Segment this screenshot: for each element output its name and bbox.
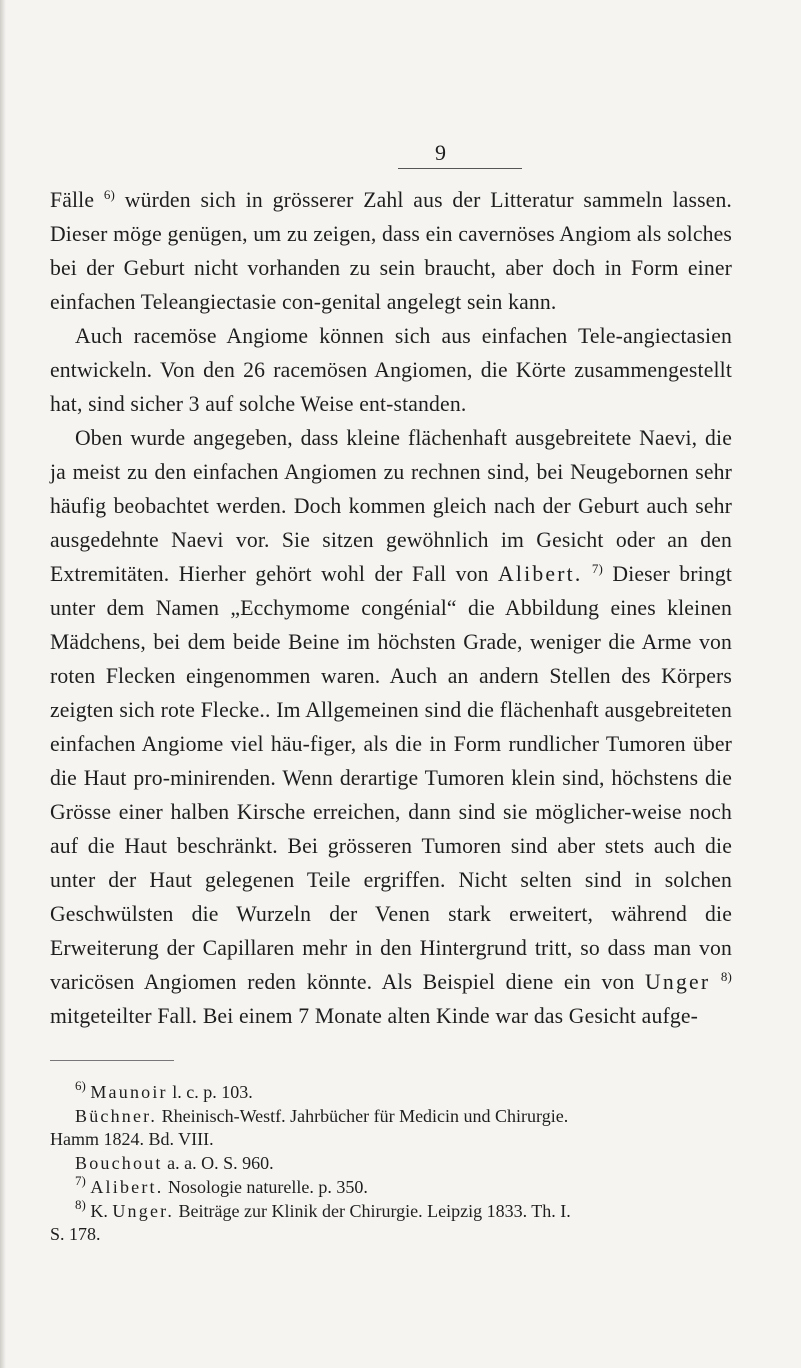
paragraph	[50, 183, 732, 319]
text-run: würden sich in grösserer Zahl aus der Litteratur sammeln lassen. Dieser möge genügen, um zu zeigen, dass ein cavernöses Angiom als solches bei der Geburt nicht vorhanden zu sein braucht, aber doch in Form einer einfachen Teleangiectasie con-genital angelegt sein kann.	[50, 188, 733, 314]
text-run: a. a. O. S. 960.	[162, 1153, 274, 1174]
header-rule	[398, 168, 522, 169]
page-number-text: 9	[435, 140, 446, 165]
page-binding-shadow	[0, 0, 6, 1368]
footnote-marker: 8)	[75, 1196, 86, 1212]
text-run: l. c. p. 103.	[167, 1082, 253, 1102]
spaced-name: Büchner.	[75, 1105, 158, 1126]
text-run	[583, 562, 592, 586]
text-run	[710, 970, 721, 994]
text-run: K.	[85, 1200, 113, 1221]
spaced-name: Unger.	[112, 1200, 175, 1221]
text-run: Oben wurde angegeben, dass kleine flächenhaft ausgebreitete Naevi, die ja meist zu den einfachen Angiomen zu rechnen sind, bei Neugebornen sehr häufig beobachtet werden. Doch kommen gleich nach der Geburt auch sehr ausgedehnte Naevi vor. Sie sitzen gewöhnlich im Gesicht oder an den Extremitäten. Hierher gehört wohl der Fall von	[50, 426, 732, 586]
text-run: Dieser bringt unter dem Namen „Ecchymome congénial“ die Abbildung eines kleinen Mädchens, bei dem beide Beine im höchsten Grade, weniger die Arme von roten Flecken eingenommen waren. Auch an andern Stellen des Körpers zeigten sich rote Flecke.. Im Allgemeinen sind die flächenhaft ausgebreiteten einfachen Angiome viel häu-figer, als die in Form rundlicher Tumoren über die Haut pro-minirenden. Wenn derartige Tumoren klein sind, höchstens die Grösse einer halben Kirsche erreichen, dann sind sie möglicher-weise noch auf die Haut beschränkt. Bei grösseren Tumoren sind aber stets auch die unter der Haut gelegenen Teile ergriffen. Nicht selten sind in solchen Geschwülsten die Wurzeln der Venen stark erweitert, während die Erweiterung der Capillaren mehr in den Hintergrund tritt, so dass man von varicösen Angiomen reden könnte. Als Beispiel diene ein von	[50, 562, 732, 994]
footnotes	[50, 1078, 732, 1247]
text-run: S. 178.	[50, 1224, 101, 1245]
footnote-line	[50, 1128, 732, 1152]
footnote-line	[50, 1152, 732, 1176]
footnote-line	[50, 1196, 732, 1224]
footnote-line	[50, 1223, 732, 1247]
text-run: Nosologie naturelle. p. 350.	[163, 1176, 368, 1197]
footnote-marker: 7)	[591, 561, 604, 576]
footnote-marker: 6)	[103, 187, 116, 202]
text-run: Fälle	[50, 188, 104, 212]
text-run: mitgeteilter Fall. Bei einem 7 Monate alten Kinde war das Gesicht aufge-	[50, 1004, 698, 1028]
footnote-line	[50, 1078, 732, 1105]
footnote-line	[50, 1172, 732, 1200]
paragraph	[50, 421, 732, 1033]
footnote-marker: 8)	[720, 969, 732, 984]
spaced-name: Alibert.	[498, 562, 583, 586]
footnote-rule	[50, 1060, 174, 1061]
text-run: Auch racemöse Angiome können sich aus einfachen Tele-angiectasien entwickeln. Von den 26 racemösen Angiomen, die Körte zusammengestellt hat, sind sicher 3 auf solche Weise ent-standen.	[50, 324, 732, 416]
spaced-name: Alibert.	[90, 1176, 164, 1197]
body-text	[50, 183, 732, 1033]
footnote-marker: 6)	[75, 1078, 86, 1093]
spaced-name: Maunoir	[90, 1082, 168, 1102]
text-run: Beiträge zur Klinik der Chirurgie. Leipzig 1833. Th. I.	[174, 1200, 571, 1221]
spaced-name: Unger	[645, 970, 711, 994]
page-number	[0, 140, 801, 166]
footnote-line	[50, 1105, 732, 1129]
spaced-name: Bouchout	[75, 1153, 163, 1174]
footnote-marker: 7)	[75, 1172, 86, 1188]
text-run: Hamm 1824. Bd. VIII.	[50, 1129, 214, 1150]
text-run: Rheinisch-Westf. Jahrbücher für Medicin und Chirurgie.	[157, 1105, 569, 1126]
paragraph	[50, 319, 732, 421]
